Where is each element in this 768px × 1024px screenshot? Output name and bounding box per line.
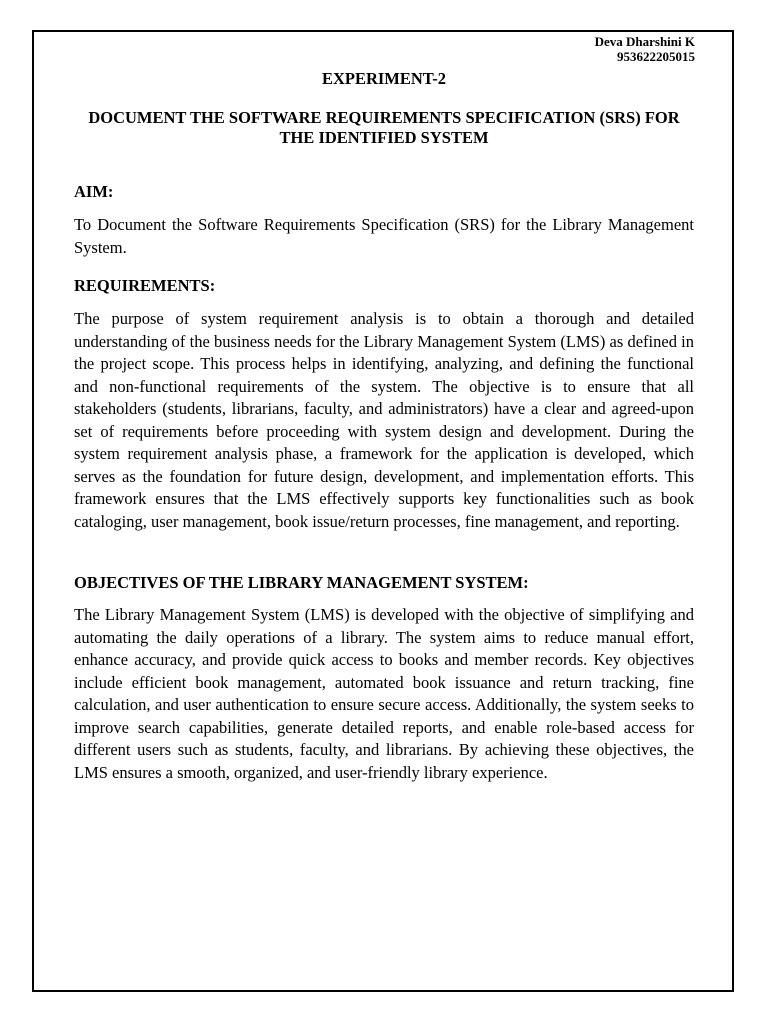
experiment-title: EXPERIMENT-2 [321,69,447,88]
requirements-heading: REQUIREMENTS: [74,276,216,295]
author-id: 953622205015 [617,49,695,64]
requirements-paragraph: The purpose of system requirement analysis is to obtain a thorough and detailed understanding of the business needs for the Library Management System (LMS) as defined in the project scope. This process helps in identifying, analyzing, and defining the functional and non-functional requirements of the system. The objective is to ensure that all stakeholders (students, librarians, faculty, and administrators) have a clear and agreed-upon set of requirements before proceeding with system design and development. During the system requirement analysis phase, a framework for the application is developed, which serves as the foundation for future design, development, and implementation efforts. This framework ensures that the LMS effectively supports key functionalities such as book cataloging, user management, book issue/return processes, fine management, and reporting. [74,309,694,531]
document-title: DOCUMENT THE SOFTWARE REQUIREMENTS SPECIFICATION (SRS) FOR THE IDENTIFIED SYSTEM [88,108,680,147]
aim-paragraph: To Document the Software Requirements Specification (SRS) for the Library Management System. [74,215,694,257]
author-name: Deva Dharshini K [594,34,695,49]
objectives-heading: OBJECTIVES OF THE LIBRARY MANAGEMENT SYSTEM: [74,573,529,592]
aim-heading: AIM: [74,182,114,201]
author-block [595,34,695,64]
objectives-paragraph: The Library Management System (LMS) is developed with the objective of simplifying and automating the daily operations of a library. The system aims to reduce manual effort, enhance accuracy, and provide quick access to books and member records. Key objectives include efficient book management, automated book issuance and return tracking, fine calculation, and user authentication to ensure secure access. Additionally, the system seeks to improve search capabilities, generate detailed reports, and enable role-based access for different users such as students, faculty, and librarians. By achieving these objectives, the LMS ensures a smooth, organized, and user-friendly library experience. [74,605,694,782]
